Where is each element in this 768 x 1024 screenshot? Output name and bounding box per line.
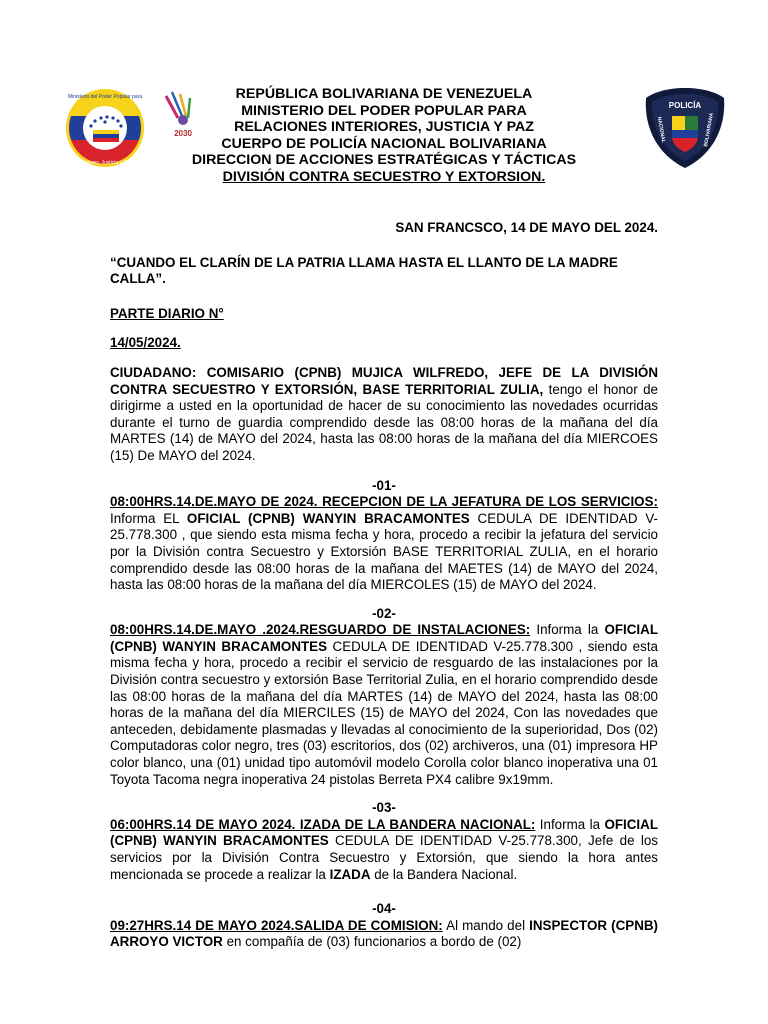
header-line-1: REPÚBLICA BOLIVARIANA DE VENEZUELA xyxy=(235,86,533,102)
section-text: CEDULA DE IDENTIDAD V-25.778.300, Jefe de los servicios por la División Contra Secuestro y Extorsión, que siendo la hora antes mencionada se procede a realizar la xyxy=(110,833,658,882)
intro-text: tengo el honor de dirigirme a usted en la oportunidad de hacer de su conocimiento las novedades ocurridas durante el turno de guardia comprendido desde las 08:00 horas de la mañana del día MARTES (14) de MAYO del 2024, hasta las 08:00 horas de la mañana del día MIERCOES (15) De MAYO del 2024. xyxy=(110,381,658,463)
section-paragraph xyxy=(110,918,658,951)
section-text: Informa EL xyxy=(110,510,187,526)
section-title: 06:00HRS.14 DE MAYO 2024. IZADA DE LA BANDERA NACIONAL: xyxy=(110,816,536,832)
parte-diario-date: 14/05/2024. xyxy=(110,335,181,351)
header-line-4: CUERPO DE POLICÍA NACIONAL BOLIVARIANA xyxy=(221,135,547,152)
section-paragraph xyxy=(110,494,658,594)
badge-right-text: BOLIVARIANA xyxy=(703,112,715,148)
plan-2030-text: 2030 xyxy=(174,129,192,138)
officer-name: INSPECTOR (CPNB) ARROYO VICTOR xyxy=(110,917,658,950)
izada-keyword: IZADA xyxy=(329,866,371,882)
header-line-3: RELACIONES INTERIORES, JUSTICIA Y PAZ xyxy=(234,119,534,136)
header-line-2: MINISTERIO DEL PODER POPULAR PARA xyxy=(241,102,527,119)
section-number: -01- xyxy=(372,477,396,493)
header-line-6: DIVISIÓN CONTRA SECUESTRO Y EXTORSION. xyxy=(222,168,546,185)
section-title: 09:27HRS.14 DE MAYO 2024.SALIDA DE COMISION: xyxy=(110,917,443,933)
section-paragraph xyxy=(110,622,658,788)
officer-name: OFICIAL (CPNB) WANYIN BRACAMONTES xyxy=(110,622,658,654)
intro-addressee: CIUDADANO: COMISARIO (CPNB) MUJICA WILFREDO, JEFE DE LA DIVISIÓN CONTRA SECUESTRO Y EXTORSIÓN, BASE TERRITORIAL ZULIA, xyxy=(110,364,658,397)
police-badge-icon xyxy=(642,86,728,170)
section-text: Informa la xyxy=(530,622,605,638)
intro-paragraph xyxy=(110,365,658,465)
section-title: 08:00HRS.14.DE.MAYO .2024.RESGUARDO DE INSTALACIONES: xyxy=(110,622,531,638)
ministry-logo-icon xyxy=(55,88,155,168)
header-line-5: DIRECCION DE ACCIONES ESTRATÉGICAS Y TÁCTICAS xyxy=(191,152,577,169)
document-body xyxy=(110,220,658,951)
parte-diario-label: PARTE DIARIO N° xyxy=(110,305,224,321)
section-text: en compañía de (03) funcionarios a bordo de (02) xyxy=(222,934,522,950)
date-line: SAN FRANCSCO, 14 DE MAYO DEL 2024. xyxy=(395,220,658,235)
badge-top-text: POLICÍA xyxy=(668,101,702,110)
motto: “CUANDO EL CLARÍN DE LA PATRIA LLAMA HASTA EL LLANTO DE LA MADRE CALLA”. xyxy=(110,254,618,287)
section-text: de la Bandera Nacional. xyxy=(370,866,518,882)
section-text: Informa la xyxy=(535,816,605,832)
section-text: CEDULA DE IDENTIDAD V-25.778.300 , siendo esta misma fecha y hora, procedo a recibir el servicio de resguardo de las instalaciones por la División contra secuestro y extorsión Base Territorial Zulia, en el horario comprendido desde las 08:00 horas de la mañana del día MARTES (14) de MAYO del 2024, hasta las 08:00 horas de la mañana del día MIERCILES (15) de MAYO del 2024, Con las novedades que anteceden, debidamente plasmadas y llevadas al conocimiento de la superioridad, Dos (02) Computadoras color negro, tres (03) escritorios, dos (02) archiveros, una (01) impresora HP color blanco, una (01) unidad tipo automóvil modelo Corolla color blanco inoperativa una 01 Toyota Tacoma negra inoperativa 24 pistolas Berreta PX4 calibre 9x19mm. xyxy=(110,638,658,787)
section-text: Al mando del xyxy=(442,917,530,933)
badge-left-text: NACIONAL xyxy=(655,116,667,144)
section-text: CEDULA DE IDENTIDAD V-25.778.300 , que siendo esta misma fecha y hora, procedo a recibir la jefatura del servicio por la División contra Secuestro y Extorsión BASE TERRITORIAL ZULIA, en el horario comprendido desde las 08:00 horas de la mañana del MAETES (14) de MAYO del 2024, hasta las 08:00 horas de la mañana del día MIERCOLES (15) de MAYO del 2024. xyxy=(110,510,658,593)
section-number: -04- xyxy=(372,901,396,917)
section-number: -02- xyxy=(372,605,396,621)
ministry-logo-top-text: Ministerio del Poder Popular para xyxy=(67,94,143,100)
officer-name: OFICIAL (CPNB) WANYIN BRACAMONTES xyxy=(186,510,470,526)
ministry-logo-bottom-text: Interiores, Justicia y Paz xyxy=(77,160,133,166)
section-paragraph xyxy=(110,817,658,883)
document-header xyxy=(150,86,618,186)
section-title: 08:00HRS.14.DE.MAYO DE 2024. RECEPCION DE LA JEFATURA DE LOS SERVICIOS: xyxy=(110,494,658,510)
officer-name: OFICIAL (CPNB) WANYIN BRACAMONTES xyxy=(110,816,658,849)
section-number: -03- xyxy=(372,800,396,816)
